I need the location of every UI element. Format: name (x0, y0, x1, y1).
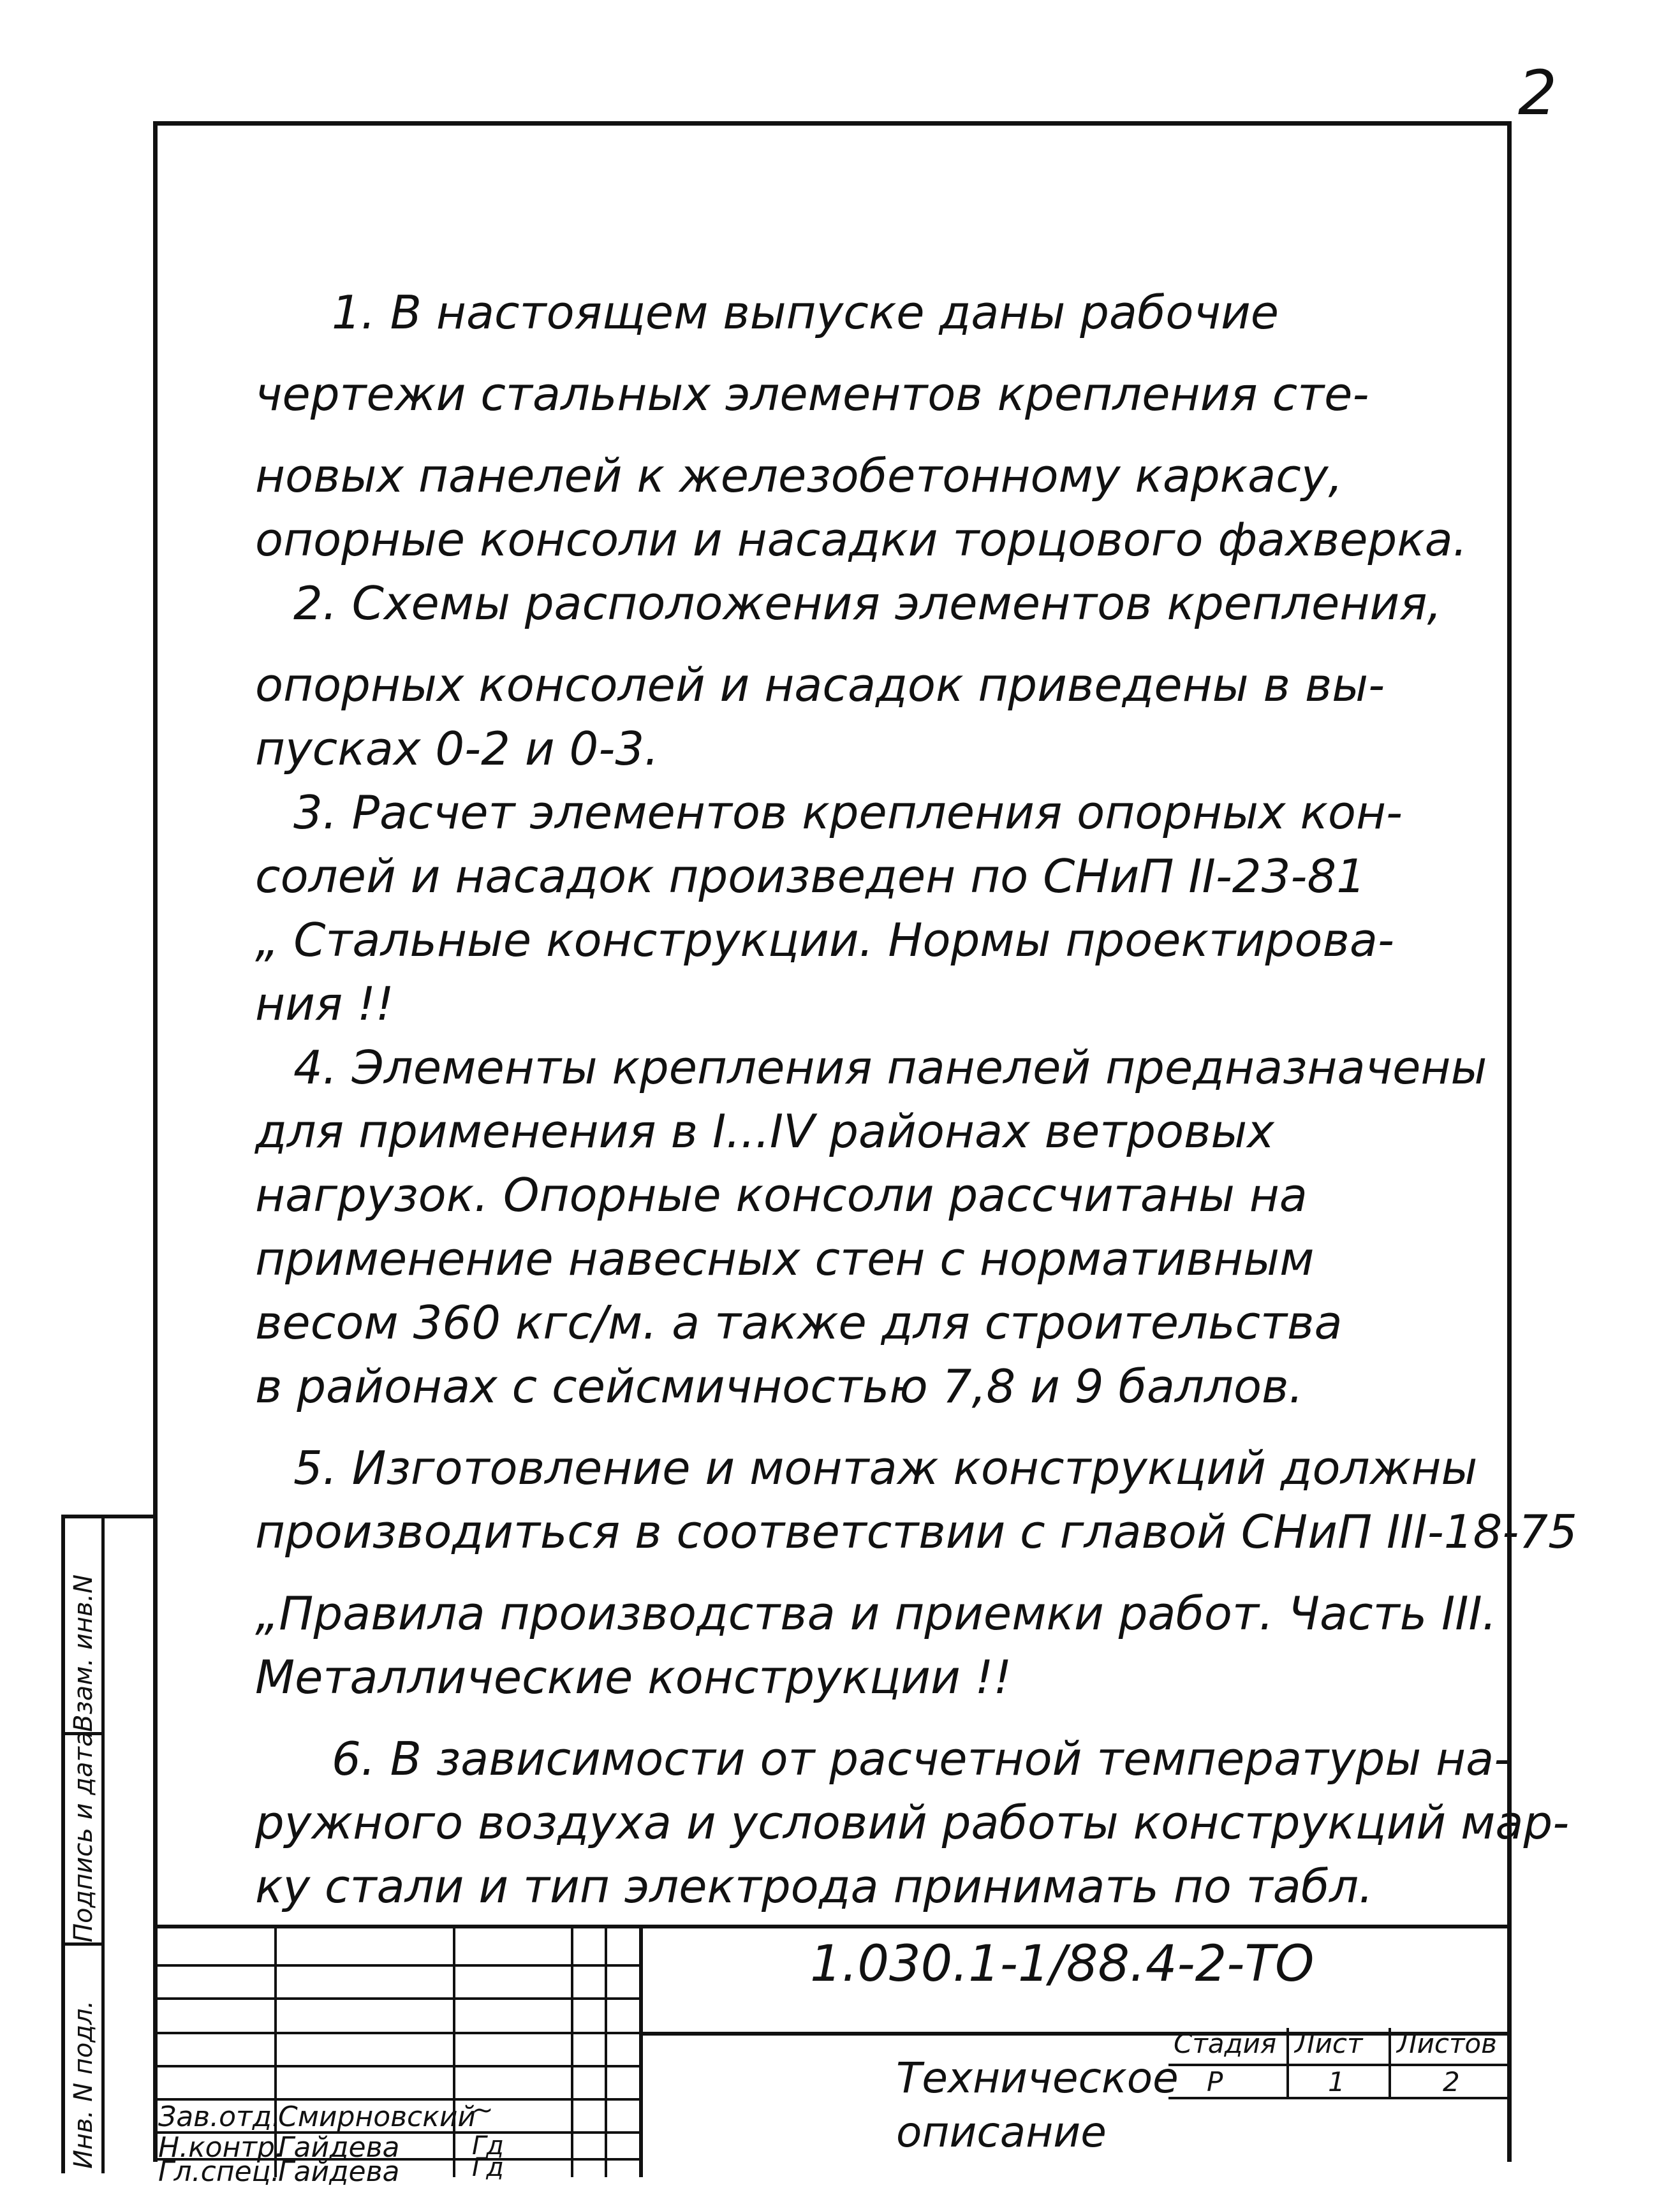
left-margin-strip (61, 1515, 153, 2173)
body-line: солей и насадок произведен по СНиП II-23-81 (255, 849, 1366, 903)
body-line: применение навесных стен с нормативным (255, 1232, 1315, 1286)
body-line: Металлические конструкции !! (255, 1650, 1012, 1704)
body-line: 5. Изготовление и монтаж конструкций должны (293, 1441, 1478, 1495)
body-line: ния !! (255, 977, 394, 1031)
stage-header: Стадия (1174, 2028, 1277, 2059)
signature-head-of-dept: ~ (472, 2096, 494, 2125)
body-line: для применения в I...IV районах ветровых (255, 1105, 1274, 1158)
body-line: ку стали и тип электрода принимать по табл. (255, 1860, 1374, 1913)
stage-value: Р (1207, 2066, 1223, 2097)
body-line: весом 360 кгс/м. а также для строительства (255, 1296, 1343, 1349)
body-line: 6. В зависимости от расчетной температуры на- (332, 1732, 1511, 1786)
sheets-header: Листов (1397, 2028, 1497, 2059)
strip-label-signature: Подпись и дата (69, 1731, 98, 1942)
role-chief-specialist: Гл.спец. (158, 2155, 280, 2188)
name-chief-specialist: Гайдева (278, 2155, 400, 2188)
role-head-of-dept: Зав.отд. (158, 2101, 281, 2133)
role-norm-control: Н.контр. (158, 2131, 284, 2164)
body-line: опорные консоли и насадки торцового фахверка. (255, 513, 1468, 566)
body-line: ружного воздуха и условий работы конструкций мар- (255, 1796, 1570, 1849)
body-line: „Правила производства и приемки работ. Часть III. (255, 1587, 1497, 1640)
sheet-header: Лист (1295, 2028, 1363, 2059)
page-number: 2 (1518, 57, 1558, 129)
body-line: новых панелей к железобетонному каркасу, (255, 449, 1343, 503)
sheets-value: 2 (1443, 2066, 1460, 2097)
document-designation: 1.030.1-1/88.4-2-ТО (810, 1935, 1315, 1993)
body-text (255, 281, 1577, 1918)
body-line: 2. Схемы расположения элементов крепления, (293, 576, 1442, 630)
body-line: 1. В настоящем выпуске даны рабочие (332, 286, 1279, 339)
document-title-line2: описание (896, 2108, 1107, 2157)
strip-label-inv-orig: Инв. N подл. (69, 2000, 98, 2169)
name-norm-control: Гайдева (278, 2131, 400, 2164)
body-line: „ Стальные конструкции. Нормы проектирова- (255, 913, 1394, 967)
name-head-of-dept: Смирновский (278, 2101, 476, 2133)
signature-norm-control: Гд (472, 2131, 504, 2161)
body-line: в районах с сейсмичностью 7,8 и 9 баллов. (255, 1360, 1304, 1413)
stage-sheet-table (1168, 2028, 1512, 2098)
signature-chief-specialist: Гд (472, 2153, 504, 2182)
strip-label-inv: Взам. инв.N (69, 1574, 98, 1732)
body-line: нагрузок. Опорные консоли рассчитаны на (255, 1168, 1308, 1222)
document-title-line1: Техническое (896, 2053, 1179, 2103)
sheet-value: 1 (1328, 2066, 1345, 2097)
body-line: пусках 0-2 и 0-3. (255, 722, 659, 775)
body-line: опорных консолей и насадок приведены в вы- (255, 658, 1385, 712)
body-line: 4. Элементы крепления панелей предназначены (293, 1041, 1487, 1094)
body-line: 3. Расчет элементов крепления опорных кон- (293, 786, 1403, 839)
body-line: производиться в соответствии с главой СНиП III-18-75 (255, 1505, 1577, 1559)
body-line: чертежи стальных элементов крепления сте- (255, 367, 1369, 421)
